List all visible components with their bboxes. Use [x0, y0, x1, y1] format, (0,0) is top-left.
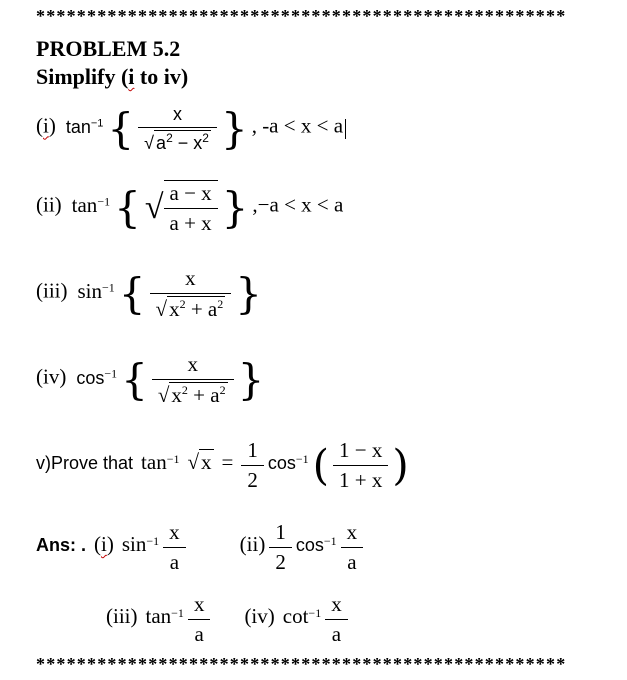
problem-v-inv2: −1 — [295, 451, 309, 466]
subtitle-i-wavy: i — [128, 64, 135, 89]
answers-row-1: Ans: . (i) $\sin^{-1}$ $\frac{x}{a}$ (ii) $\frac{1}{2}$ $\cos^{-1}$ $\frac{x}{a}$ — [36, 520, 363, 575]
radical-sign: √ — [144, 189, 164, 226]
problem-i — [36, 104, 346, 154]
problem-i-numerator: x — [173, 104, 183, 124]
problem-iii-denominator: $√x^2 + a^2$ — [150, 293, 232, 322]
problem-iv — [36, 352, 264, 408]
problem-ii-label: (ii) — [36, 192, 62, 217]
open-brace: { — [107, 104, 135, 153]
problem-iv-fraction — [152, 352, 234, 408]
answer-i-fn: sin — [121, 532, 147, 557]
answer-ii-half: $\frac{1}{2}$ — [269, 520, 292, 575]
answer-i-label: (i) — [94, 532, 114, 557]
answer-ii-fraction: $\frac{x}{a}$ — [341, 520, 364, 575]
close-brace: } — [220, 104, 248, 153]
problem-i-denominator: √ $a^2 - x^2$ — [138, 127, 217, 154]
problem-iv-label: (iv) — [36, 364, 67, 389]
problem-i-inv: −1 — [90, 117, 104, 130]
problem-iv-fn: cos — [76, 367, 105, 388]
answer-iii-label: (iii) — [106, 604, 138, 629]
problem-subtitle: Simplify (i to iv) — [36, 64, 189, 89]
problem-iii-numerator: x — [185, 266, 196, 290]
problem-iii-fraction — [150, 266, 232, 322]
problem-ii-numerator: a − x — [169, 181, 212, 205]
problem-ii-condition: ,−a < x < a — [252, 192, 344, 217]
problem-i-fn: tan — [65, 116, 91, 137]
problem-iii — [36, 266, 262, 322]
answer-iv-label: (iv) — [244, 604, 275, 629]
problem-ii-inv: −1 — [97, 194, 111, 209]
close-brace: } — [221, 183, 249, 232]
open-brace: { — [121, 355, 148, 404]
problem-iv-inv: −1 — [104, 366, 118, 381]
problem-v-inv: −1 — [166, 451, 180, 466]
problem-i-condition: , -a < x < a — [251, 113, 344, 138]
problem-v-fraction — [333, 438, 388, 493]
answers-label: Ans: . — [36, 535, 87, 556]
text-cursor — [345, 119, 346, 139]
answer-iv-fraction: $\frac{x}{a}$ — [325, 592, 348, 647]
close-brace: } — [235, 269, 262, 318]
problem-title: PROBLEM 5.2 — [36, 36, 181, 61]
answer-i-fraction: $\frac{x}{a}$ — [163, 520, 186, 575]
problem-v — [36, 438, 409, 493]
open-brace: { — [114, 183, 141, 232]
top-divider-stars: **************************************************** — [36, 6, 567, 26]
answer-iii-fraction: $\frac{x}{a}$ — [188, 592, 211, 647]
problem-iii-fn: sin — [77, 278, 103, 303]
problem-i-fraction — [138, 104, 217, 154]
problem-v-equals: = — [221, 450, 234, 475]
problem-iv-numerator: x — [187, 352, 198, 376]
problem-v-half: $\frac{1}{2}$ — [241, 438, 264, 493]
problem-v-denominator: 1 + x — [333, 465, 388, 493]
problem-v-fn: tan — [141, 450, 167, 475]
open-paren: ( — [312, 440, 330, 490]
close-paren: ) — [392, 440, 409, 490]
answer-ii-label: (ii) — [239, 532, 266, 557]
problem-iii-inv: −1 — [102, 280, 115, 295]
problem-iv-denominator: $√x^2 + a^2$ — [152, 379, 234, 408]
close-brace: } — [237, 355, 265, 404]
problem-v-lead: v)Prove that — [36, 453, 134, 474]
problem-v-fn2: cos — [267, 453, 296, 474]
answers-row-2: (iii) $\tan^{-1}$ $\frac{x}{a}$ (iv) $\cot^{-1}$ $\frac{x}{a}$ — [106, 592, 348, 647]
problem-ii-denominator: a + x — [164, 208, 218, 236]
answer-iii-fn: tan — [145, 604, 172, 629]
problem-i-label: (i) — [36, 113, 56, 138]
answer-iv-fn: cot — [282, 604, 309, 629]
problem-iii-label: (iii) — [36, 278, 68, 303]
problem-v-numerator: 1 − x — [339, 438, 383, 462]
problem-ii — [36, 180, 343, 236]
problem-v-radical: √x — [187, 450, 212, 475]
answer-ii-fn: cos — [295, 535, 324, 556]
problem-ii-fraction — [164, 180, 218, 236]
open-brace: { — [118, 269, 146, 318]
bottom-divider-stars: **************************************************** — [36, 654, 567, 674]
problem-ii-fn: tan — [71, 192, 98, 217]
